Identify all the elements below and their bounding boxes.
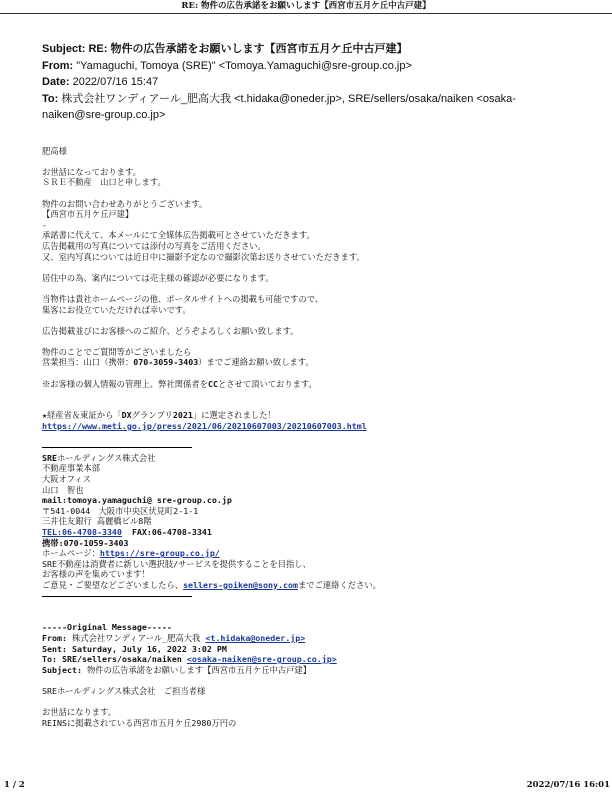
privacy-cc: CC — [207, 378, 218, 389]
date-label: Date: — [42, 76, 70, 88]
body-line: 広告掲載用の写真については添付の写真をご活用ください。 — [42, 240, 266, 251]
subject-line — [42, 41, 578, 58]
sig-homepage-label: ホームページ： — [42, 548, 100, 559]
body-line: 物件のことでご質問等がございましたら — [42, 346, 192, 357]
sig-address2: 三井住友銀行 高麗橋ビル8階 — [42, 516, 152, 527]
sig-name: 山口 智也 — [42, 484, 84, 495]
orig-subject: 物件の広告承諾をお願いします【西宮市五月ケ丘中古戸建】 — [86, 664, 311, 675]
orig-to-label: To: — [42, 654, 57, 665]
body-line: 集客にお役立ていただければ幸いです。 — [42, 304, 191, 315]
award-line — [42, 410, 582, 421]
header-divider — [0, 13, 612, 14]
body-line: 居住中の為、案内については売主様の確認が必要になります。 — [42, 272, 274, 283]
body-line: 広告掲載並びにお客様へのご紹介、どうぞよろしくお願い致します。 — [42, 325, 299, 336]
to-line — [42, 91, 578, 124]
sig-tel-label: TEL: — [42, 526, 62, 537]
sig-feedback-b: までご連絡ください。 — [297, 579, 381, 590]
sig-mobile: 携帯:070-1059-3403 — [42, 537, 129, 548]
sig-company — [42, 453, 582, 464]
body-line: お世話になっております。 — [42, 166, 141, 177]
sig-mission2: お客様の声を集めています！ — [42, 569, 150, 580]
from-line — [42, 58, 578, 75]
orig-sent-label: Sent: — [42, 643, 67, 654]
privacy-b: とさせて頂いております。 — [217, 378, 317, 389]
email-body — [42, 135, 582, 728]
sig-feedback-email[interactable]: sellers-goiken@sony.com — [183, 579, 298, 590]
orig-addressee: SREホールディングス株式会社 ご担当者様 — [42, 685, 206, 696]
sig-mail-line — [42, 495, 582, 506]
award-dx: DX — [121, 410, 132, 421]
contact-prefix: 営業担当：山口（携帯： — [42, 357, 134, 368]
page-header: RE: 物件の広告承諾をお願いします【西宮市五月ケ丘中古戸建】 — [181, 1, 431, 11]
orig-from-name: 株式会社ワンディアール_肥高大我 — [71, 632, 206, 643]
sig-tel-line — [42, 527, 582, 538]
date-value: 2022/07/16 15:47 — [72, 76, 159, 88]
award-a: ★経産省＆東証から「 — [42, 410, 122, 421]
award-year: 2021 — [172, 410, 193, 421]
original-marker: -----Original Message----- — [42, 622, 172, 633]
award-c: 」に選定されました！ — [192, 410, 276, 421]
sig-company-a: SRE — [42, 452, 57, 463]
contact-line — [42, 357, 582, 368]
sig-fax: FAX:06-4708-3341 — [131, 526, 212, 537]
sig-division: 不動産事業本部 — [42, 463, 101, 474]
contact-suffix: ）までご連絡お願い致します。 — [198, 357, 314, 368]
subject-value: RE: 物件の広告承諾をお願いします【西宮市五月ケ丘中古戸建】 — [88, 43, 408, 55]
sig-tel-link[interactable] — [42, 527, 122, 537]
body-line: 又、室内写真については近日中に撮影予定なので撮影次第お送りさせていただきます。 — [42, 251, 365, 262]
sig-feedback-line — [42, 580, 582, 591]
body-line: ＳＲＥ不動産 山口と申します。 — [42, 177, 166, 188]
from-label: From: — [42, 59, 74, 72]
sig-mail: tomoya.yamaguchi@ sre-group.co.jp — [66, 495, 232, 506]
orig-reins: REINSに掲載されている西宮市五月ケ丘2980万円の — [42, 717, 237, 728]
orig-subject-line — [42, 665, 582, 676]
sig-company-b: ホールディングス株式会社 — [57, 452, 156, 463]
orig-sent: Saturday, July 16, 2022 3:02 PM — [71, 643, 227, 654]
orig-greet: お世話になります。 — [42, 707, 117, 718]
sig-homepage-link[interactable]: https://sre-group.co.jp/ — [99, 548, 220, 559]
orig-to-email[interactable]: <osaka-naiken@sre-group.co.jp> — [186, 654, 337, 665]
orig-from-email[interactable]: <t.hidaka@oneder.jp> — [205, 632, 306, 643]
privacy-a: ※お客様の個人情報の管理上、弊社関係者を — [42, 378, 208, 389]
print-timestamp: 2022/07/16 16:01 — [526, 780, 610, 790]
from-value: "Yamaguchi, Tomoya (SRE)" <Tomoya.Yamaguchi@sre-group.co.jp> — [76, 59, 412, 72]
body-line: - — [42, 219, 47, 230]
page-number: 1 / 2 — [4, 780, 25, 790]
orig-subject-label: Subject: — [42, 664, 82, 675]
to-label: To: — [42, 92, 59, 105]
sig-feedback-a: ご意見・ご要望などございましたら、 — [42, 579, 184, 590]
award-b: グランプリ — [131, 410, 173, 421]
contact-phone: 070-3059-3403 — [133, 357, 199, 368]
sig-office: 大阪オフィス — [42, 474, 91, 484]
greeting: 肥高様 — [42, 145, 67, 156]
email-headers — [42, 41, 578, 124]
sig-mission1: SRE不動産は消費者に新しい選択肢/サービスを提供することを目指し、 — [42, 558, 311, 569]
sig-homepage-line — [42, 548, 582, 559]
orig-from-label: From: — [42, 632, 67, 643]
signature-divider-bottom — [42, 596, 192, 597]
body-line: 当物件は貴社ホームページの他、ポータルサイトへの掲載も可能ですので、 — [42, 293, 324, 304]
orig-to-line — [42, 654, 582, 665]
body-line: 【西宮市五月ケ丘戸建】 — [42, 209, 134, 220]
body-line: 物件のお問い合わせありがとうございます。 — [42, 198, 208, 209]
privacy-line — [42, 379, 582, 390]
sig-tel: 06-4708-3340 — [61, 526, 122, 537]
to-value: 株式会社ワンディアール_肥高大我 <t.hidaka@oneder.jp>, SRE/sellers/osaka/naiken <osaka-naiken@sre-group.co.jp> — [42, 92, 516, 121]
orig-to-name: SRE/sellers/osaka/naiken — [62, 654, 187, 665]
subject-label: Subject: — [42, 43, 86, 55]
sig-address1: 〒541-0044 大阪市中央区伏見町2-1-1 — [42, 505, 199, 516]
award-link[interactable]: https://www.meti.go.jp/press/2021/06/20210607003/20210607003.html — [42, 421, 367, 432]
date-line — [42, 74, 578, 91]
sig-mail-label: mail: — [42, 495, 67, 506]
body-line: 承諾書に代えて、本メールにて全媒体広告掲載可とさせていただきます。 — [42, 230, 315, 241]
orig-sent-line — [42, 644, 582, 655]
signature-divider-top — [42, 447, 192, 448]
orig-from-line — [42, 633, 582, 644]
